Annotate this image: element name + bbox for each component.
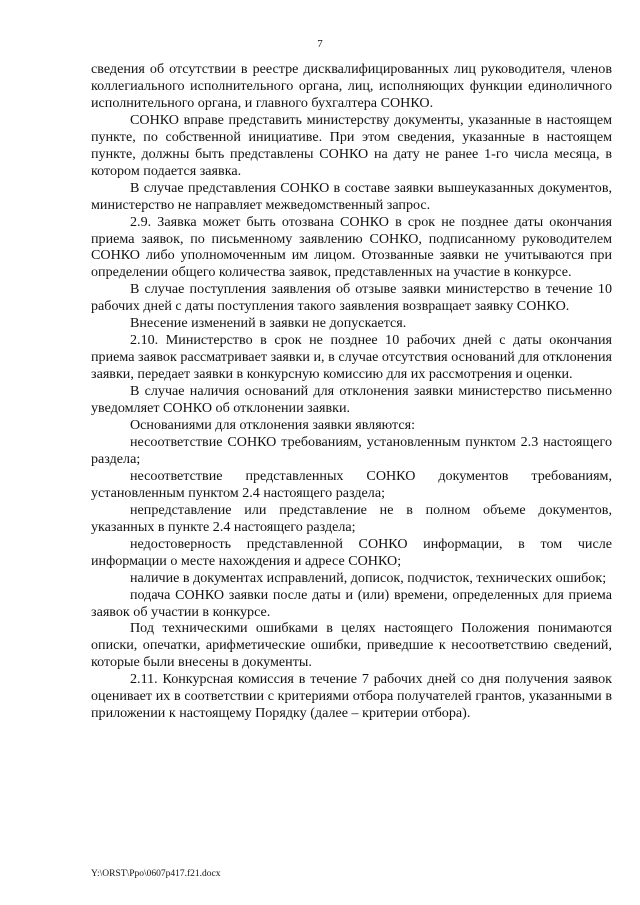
footer-file-path: Y:\ORST\Ppo\0607p417.f21.docx (91, 869, 221, 879)
page-number: 7 (317, 38, 323, 50)
list-item: наличие в документах исправлений, дописок, подчисток, технических ошибок; (130, 569, 607, 586)
paragraph: В случае наличия оснований для отклонения заявки министерство письменно уведомляет СОНКО об отклонении заявки. (91, 383, 612, 417)
list-item: несоответствие представленных СОНКО документов требованиям, установленным пунктом 2.4 настоящего раздела; (91, 467, 612, 501)
paragraph: 2.11. Конкурсная комиссия в течение 7 рабочих дней со дня получения заявок оценивает их в соответствии с критериями отбора получателей грантов, указанными в приложении к настоящему Порядку (далее – критерии отбора). (91, 671, 612, 722)
paragraph: В случае представления СОНКО в составе заявки вышеуказанных документов, министерство не направляет межведомственный запрос. (91, 179, 612, 213)
paragraph: 2.10. Министерство в срок не позднее 10 рабочих дней с даты окончания приема заявок рассматривает заявки и, в случае отсутствия оснований для отклонения заявки, передает заявки в конкурсную комиссию для их рассмотрения и оценки. (91, 332, 612, 383)
list-item: недостоверность представленной СОНКО информации, в том числе информации о месте нахождения и адресе СОНКО; (91, 535, 612, 569)
paragraph: СОНКО вправе представить министерству документы, указанные в настоящем пункте, по собственной инициативе. При этом сведения, указанные в настоящем пункте, должны быть представлены СОНКО на дату не ранее 1-го числа месяца, в котором подается заявка. (91, 111, 612, 179)
list-item: несоответствие СОНКО требованиям, установленным пунктом 2.3 настоящего раздела; (91, 433, 612, 467)
document-body (91, 61, 612, 722)
paragraph: 2.9. Заявка может быть отозвана СОНКО в срок не позднее даты окончания приема заявок, по письменному заявлению СОНКО, подписанному руководителем СОНКО либо уполномоченным им лицом. Отозванные заявки не учитываются при определении общего количества заявок, представленных на участие в конкурсе. (91, 213, 612, 281)
paragraph: Основаниями для отклонения заявки являются: (130, 417, 416, 434)
list-item: подача СОНКО заявки после даты и (или) времени, определенных для приема заявок об участии в конкурсе. (91, 586, 612, 620)
paragraph: Под техническими ошибками в целях настоящего Положения понимаются описки, опечатки, арифметические ошибки, приведшие к несоответствию сведений, которые были внесены в документы. (91, 620, 612, 671)
paragraph: В случае поступления заявления об отзыве заявки министерство в течение 10 рабочих дней с даты поступления такого заявления возвращает заявку СОНКО. (91, 281, 612, 315)
paragraph: Внесение изменений в заявки не допускается. (130, 315, 407, 332)
list-item: непредставление или представление не в полном объеме документов, указанных в пункте 2.4 настоящего раздела; (91, 501, 612, 535)
paragraph-continuation: сведения об отсутствии в реестре дисквалифицированных лиц руководителя, членов коллегиального исполнительного органа, лиц, исполняющих функции единоличного исполнительного органа, и главного бухгалтера СОНКО. (91, 61, 612, 111)
